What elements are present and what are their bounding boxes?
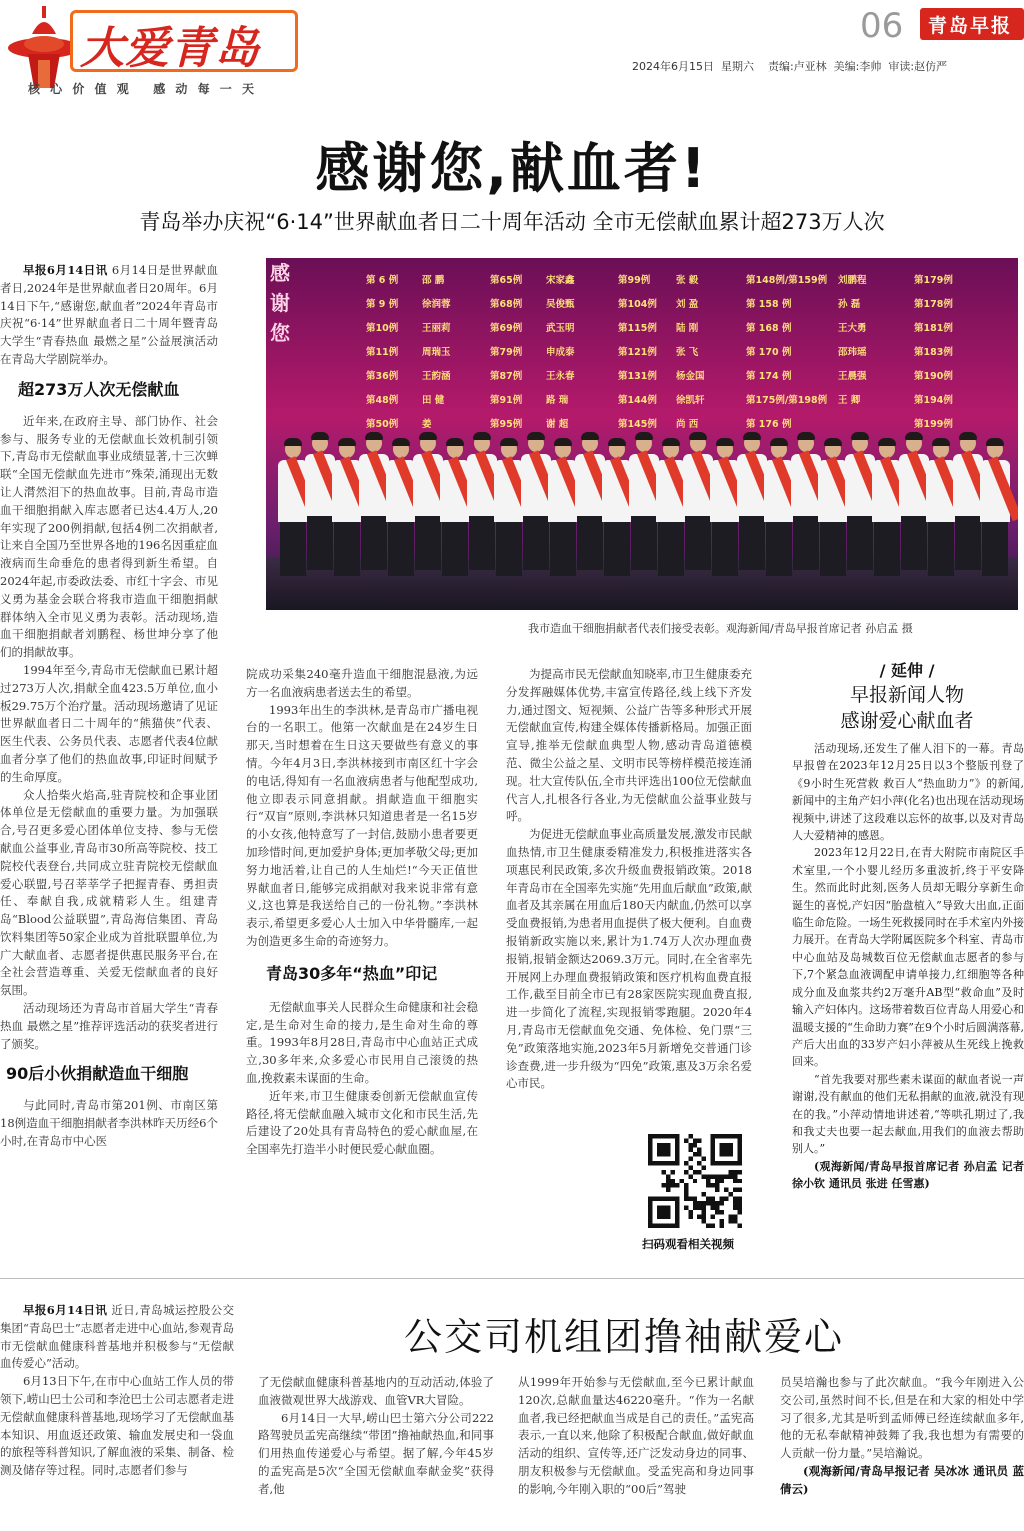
honor-board-cell: 第95例 — [490, 419, 523, 430]
news-photo — [266, 258, 1018, 610]
honor-board-cell: 第10例 — [366, 323, 399, 334]
honoree-figure — [359, 432, 389, 570]
honor-board-cell: 申成泰 — [546, 347, 575, 358]
article-column-1 — [0, 262, 218, 1262]
honor-board-cell: 路 瑞 — [546, 395, 569, 406]
honoree-figure — [386, 438, 416, 576]
paragraph: 与此同时,青岛市第201例、市南区第18例造血干细胞捐献者李洪林昨天历经6个小时,在青岛市中心医 — [0, 1098, 218, 1149]
honoree-figure — [683, 432, 713, 570]
honor-board-cell: 王韵涵 — [422, 371, 451, 382]
paragraph: 为促进无偿献血事业高质量发展,激发市民献血热情,市卫生健康委精准发力,积极推进落实各项惠民利民政策,多次升级血费报销政策。2018年青岛市在全国率先实施“先用血后献血”政策,献血者及其亲属在用血后180天内献血,仍然可以享受血费报销,为患者用血提供了极大便利。自血费报销新政实施以来,累计为1.74万人次办理血费报销,报销金额达2069.3万元。同时,在全省率先开展网上办理血费报销政策和医疗机构血费直报工作,截至目前全市已有28家医院实现血费直报,进一步简化了流程,实现报销零跑腿。2020年4月,青岛市无偿献血免交通、免体检、免门票“三免”政策落地实施,2023年5月新增免交普通门诊诊查费,进一步升级为“四免”政策,惠及3万余名爱心市民。 — [506, 827, 752, 1091]
honoree-figure — [737, 432, 767, 570]
honoree-figure — [494, 438, 524, 576]
paragraph: 活动现场,还发生了催人泪下的一幕。青岛早报曾在2023年12月25日以3个整版刊登了《9小时生死营救 救百人“热血助力”》的新闻,新闻中的主角产妇小萍(化名)也出现在活动现场视频中,讲述了这段难以忘怀的故事,以及对青岛人大爱精神的感恩。 — [792, 742, 1024, 843]
main-headline: 感谢您,献血者! — [315, 137, 709, 200]
paragraph: 6月14日是世界献血者日,2024年是世界献血者日20周年。6月14日下午,“感谢您,献血者”2024年青岛市庆祝“6·14”世界献血者日二十周年暨青岛大学生“青春热血 最燃之星”公益展演活动在青岛大学剧院举办。 — [0, 263, 218, 366]
honor-board-cell: 第121例 — [618, 347, 657, 358]
paragraph: 院成功采集240毫升造血干细胞混悬液,为远方一名血液病患者送去生的希望。 — [246, 667, 478, 699]
honor-board-cell: 第178例 — [914, 299, 953, 310]
honoree-figure — [440, 438, 470, 576]
honoree-figure — [764, 438, 794, 576]
honor-board-cell: 张 毅 — [676, 275, 699, 286]
honor-board-cell: 第190例 — [914, 371, 953, 382]
honor-board-cell: 第194例 — [914, 395, 953, 406]
photo-caption: 我市造血干细胞捐献者代表们接受表彰。观海新闻/青岛早报首席记者 孙启孟 摄 — [528, 622, 913, 635]
honor-board-cell: 第99例 — [618, 275, 651, 286]
column-logo-text: 大爱青岛 — [80, 23, 260, 74]
honoree-figure — [413, 432, 443, 570]
honor-board-cell: 第87例 — [490, 371, 523, 382]
honor-board-cell: 第79例 — [490, 347, 523, 358]
paper-logo-text: 青岛早报 — [928, 15, 1013, 37]
honoree-figure — [575, 432, 605, 570]
paragraph: 为提高市民无偿献血知晓率,市卫生健康委充分发挥融媒体优势,丰富宣传路径,线上线下齐发力,通过图文、短视频、公益广告等多种形式开展无偿献血宣传,构建全媒体传播新格局。加强正面宣导,推举无偿献血典型人物,感动青岛道德模范、微尘公益之星、文明市民等榜样模范接连涌现。壮大宣传队伍,全市共评选出100位无偿献血代言人,扎根各行各业,为无偿献血公益事业鼓与呼。 — [506, 667, 752, 824]
honoree-figure — [521, 432, 551, 570]
honoree-figure — [818, 438, 848, 576]
honor-board-cell: 第183例 — [914, 347, 953, 358]
honoree-figure — [305, 432, 335, 570]
honor-board-cell: 徐润蓉 — [422, 299, 451, 310]
dateline: 早报6月14日讯 — [23, 263, 108, 277]
honor-board-cell: 王丽莉 — [422, 323, 451, 334]
honor-board-cell: 杨金国 — [676, 371, 705, 382]
honor-board-cell: 第 170 例 — [746, 347, 792, 358]
paragraph: 6月14日一大早,崂山巴士第六分公司222路驾驶员孟宪高继续“带团”撸袖献热血,和同事们用热血传递爱心与希望。据了解,今年45岁的孟宪高是5次“全国无偿献血奉献金奖”获得者,他 — [258, 1410, 494, 1496]
section-divider — [0, 1278, 1024, 1279]
honor-board-cell: 第181例 — [914, 323, 953, 334]
honor-board-cell: 第65例 — [490, 275, 523, 286]
honor-board-cell: 第36例 — [366, 371, 399, 382]
dateline: 早报6月14日讯 — [23, 1303, 108, 1317]
honor-board-cell: 孙 磊 — [838, 299, 861, 310]
subheadline: 青岛举办庆祝“6·14”世界献血者日二十周年活动 全市无偿献血累计超273万人次 — [139, 210, 885, 234]
article-column-2 — [246, 666, 478, 1266]
honor-board-cell: 王永春 — [546, 371, 575, 382]
bottom-column-4 — [780, 1374, 1024, 1531]
page-header — [0, 0, 1024, 110]
honor-board-cell: 第148例/第159例 — [746, 275, 828, 286]
section-heading: 青岛30多年“热血”印记 — [266, 963, 438, 983]
article-column-3 — [506, 666, 752, 1126]
paragraph: 近日,青岛城运控股公交集团“青岛巴士”志愿者走进中心血站,参观青岛市无偿献血健康科普基地并积极参与“无偿献血传爱心”活动。 — [0, 1303, 234, 1371]
honoree-figure — [656, 438, 686, 576]
paragraph: 1994年至今,青岛市无偿献血已累计超过273万人次,捐献全血423.5万单位,血小板29.75万个治疗量。活动现场邀请了见证世界献血者日二十周年的“熊猫侠”代表、医生代表、公务员代表、志愿者代表4位献血者分享了他们的热血故事,印证时间赋予的生命厚度。 — [0, 662, 218, 784]
honor-board-cell: 第104例 — [618, 299, 657, 310]
honor-board-cell: 张 飞 — [676, 347, 699, 358]
honor-board-cell: 第199例 — [914, 419, 953, 430]
honoree-figure — [467, 432, 497, 570]
honoree-figure — [332, 438, 362, 576]
paragraph: 2023年12月22日,在青大附院市南院区手术室里,一个小婴儿经历多重波折,终于平安降生。然而此时此刻,医务人员却无暇分享新生命诞生的喜悦,产妇因“胎盘植入”导致大出血,正面临生命危险。一场生死救援同时在手术室内外接力展开。在青岛大学附属医院多个科室、青岛市中心血站及岛城数百位无偿献血志愿者的参与下,7个紧急血液调配申请单接力,红细胞等各种成分血及血浆共约2万毫升AB型“救命血”及时输入产妇体内。这场带着数百位青岛人用爱心和温暖支援的“生命助力赛”在9个小时后圆满落幕,产后大出血的33岁产妇小萍被从生死线上挽救回来。 — [792, 846, 1024, 1069]
honor-board-cell: 第179例 — [914, 275, 953, 286]
paragraph: 众人拾柴火焰高,驻青院校和企事业团体单位是无偿献血的重要力量。为加强联合,号召更多爱心团体单位支持、参与无偿献血公益事业,青岛市30所高等院校、技工院校代表登台,共同成立驻青院校无偿献血爱心联盟,号召莘莘学子把握青春、勇担责任、奉献自我,成就精彩人生。组建青岛“Blood公益联盟”,青岛海信集团、青岛饮料集团等50家企业成为首批联盟单位,为广大献血者、志愿者提供惠民服务平台,在全社会营造尊重、关爱无偿献血者的良好氛围。 — [0, 787, 218, 998]
honor-board-cell: 尚 西 — [676, 419, 699, 430]
qr-code-icon[interactable] — [648, 1134, 742, 1228]
honor-board-cell: 周瑞玉 — [422, 347, 451, 358]
honoree-figure — [845, 432, 875, 570]
honoree-figure — [926, 438, 956, 576]
honor-board-cell: 邵 鹏 — [422, 275, 445, 286]
honor-board-cell: 第115例 — [618, 323, 657, 334]
honor-board-cell: 王大勇 — [838, 323, 867, 334]
honor-board-cell: 第 174 例 — [746, 371, 792, 382]
honor-board-cell: 第 6 例 — [366, 275, 399, 286]
bottom-column-3 — [518, 1374, 754, 1531]
paragraph: 了无偿献血健康科普基地内的互动活动,体验了血液微观世界大战游戏、血管VR大冒险。 — [258, 1375, 494, 1407]
honor-board-cell: 第 158 例 — [746, 299, 792, 310]
section-heading: 90后小伙捐献造血干细胞 — [6, 1064, 189, 1084]
byline: (观海新闻/青岛早报记者 吴冰冰 通讯员 蓝倩云) — [780, 1463, 1024, 1496]
honor-board-cell: 刘 盈 — [676, 299, 699, 310]
honor-board-cell: 吴俊甄 — [546, 299, 575, 310]
sidebar-tag: / 延伸 / — [879, 661, 935, 680]
byline: (观海新闻/青岛早报首席记者 孙启孟 记者 徐小钦 通讯员 张进 任雪惠) — [792, 1159, 1024, 1191]
photo-side-text: 感谢您 — [270, 261, 290, 345]
honoree-figure — [980, 438, 1010, 576]
paragraph: 从1999年开始参与无偿献血,至今已累计献血120次,总献血量达46220毫升。“作为一名献血者,我已经把献血当成是自己的责任。”孟宪高表示,一直以来,他除了积极配合献血,做好献血活动的组织、宣传等,还广泛发动身边的同事、朋友积极参与无偿献血。受孟宪高和身边同事的影响,今年刚入职的“00后”驾驶 — [518, 1375, 754, 1496]
honor-board-cell: 第175例/第198例 — [746, 395, 828, 406]
bottom-column-2 — [258, 1374, 494, 1531]
paragraph: 6月13日下午,在市中心血站工作人员的带领下,崂山巴士公司和李沧巴士公司志愿者走进无偿献血健康科普基地,现场学习了无偿献血基本知识、用血返还政策、输血发展史和一袋血的旅程等科普知识,了解血液的采集、制备、检测及储存等过程。同时,志愿者们参与 — [0, 1374, 234, 1478]
honor-board-cell: 第 9 例 — [366, 299, 399, 310]
honoree-figure — [872, 438, 902, 576]
honoree-figure — [629, 432, 659, 570]
honor-board-cell: 宋家鑫 — [546, 275, 575, 286]
honor-board-cell: 徐凯轩 — [676, 395, 705, 406]
qr-caption: 扫码观看相关视频 — [642, 1237, 734, 1251]
honor-board-cell: 谢 超 — [546, 419, 569, 430]
sidebar-title-2: 感谢爱心献血者 — [840, 710, 974, 732]
paragraph: “首先我要对那些素未谋面的献血者说一声谢谢,没有献血的他们无私捐献的血液,就没有现在的我。”小萍动情地讲述着,“等哄孔期过了,我和我丈夫也要一起去献血,用我们的血液去帮助别人。” — [792, 1072, 1024, 1156]
paragraph: 活动现场还为青岛市首届大学生“青春热血 最燃之星”推荐评选活动的获奖者进行了颁奖。 — [0, 1001, 218, 1051]
honor-board-cell: 陆 刚 — [676, 323, 699, 334]
honor-board-cell: 第48例 — [366, 395, 399, 406]
bottom-column-1 — [0, 1302, 234, 1531]
meta-line: 2024年6月15日 星期六 责编:卢亚林 美编:李帅 审读:赵仿严 — [632, 60, 948, 73]
honor-board-cell: 第91例 — [490, 395, 523, 406]
honor-board-cell: 第 168 例 — [746, 323, 792, 334]
honor-board-cell: 第131例 — [618, 371, 657, 382]
honor-board-cell: 王 卿 — [838, 395, 861, 406]
bottom-headline: 公交司机组团撸袖献爱心 — [404, 1315, 845, 1359]
honor-board-cell: 王晨强 — [838, 371, 867, 382]
paragraph: 1993年出生的李洪林,是青岛市广播电视台的一名职工。他第一次献血是在24岁生日那天,当时想着在生日这天要做些有意义的事情。今年4月3日,李洪林接到市南区红十字会的电话,得知有一名血液病患者与他配型成功,他立即表示同意捐献。捐献造血干细胞实行“双盲”原则,李洪林只知道患者是一名15岁的小女孩,他特意写了一封信,鼓励小患者要更加珍惜时间,更加爱护身体;更加孝敬父母;更加努力地活着,让自己的人生灿烂!“今天正值世界献血者日,能够完成捐献对我来说非常有意义,这也算是我送给自己的一份礼物。”李洪林表示,希望更多爱心人士加入中华骨髓库,一起为创造更多生命的奇迹努力。 — [246, 702, 478, 948]
honor-board-cell: 第144例 — [618, 395, 657, 406]
honor-board-cell: 邵玮瑶 — [838, 347, 867, 358]
sidebar-title-1: 早报新闻人物 — [849, 684, 964, 706]
honoree-figure — [899, 432, 929, 570]
honoree-figure — [791, 432, 821, 570]
section-heading: 超273万人次无偿献血 — [18, 379, 180, 399]
honor-board-cell: 第 176 例 — [746, 419, 792, 430]
paragraph: 员吴培瀚也参与了此次献血。“我今年刚进入公交公司,虽然时间不长,但是在和大家的相处中学习了很多,尤其是听到孟师傅已经连续献血多年,他的无私奉献精神鼓舞了我,我也想为有需要的人贡献一份力量。”吴培瀚说。 — [780, 1375, 1024, 1461]
slogan: 核 心 价 值 观 感 动 每 一 天 — [28, 82, 257, 96]
article-column-4 — [792, 740, 1024, 1260]
paragraph: 无偿献血事关人民群众生命健康和社会稳定,是生命对生命的接力,是生命对生命的尊重。1993年8月28日,青岛市中心血站正式成立,30多年来,众多爱心市民用自己滚烫的热血,挽救素未谋面的生命。 — [246, 999, 478, 1085]
stage-crowd — [266, 426, 1018, 576]
honor-board-cell: 第50例 — [366, 419, 399, 430]
honor-board-cell: 武玉明 — [546, 323, 575, 334]
honor-board-cell: 第68例 — [490, 299, 523, 310]
honor-board-cell: 田 健 — [422, 395, 445, 406]
honor-board-cell: 第11例 — [366, 347, 399, 358]
honoree-figure — [710, 438, 740, 576]
honoree-figure — [602, 438, 632, 576]
paragraph: 近年来,市卫生健康委创新无偿献血宣传路径,将无偿献血融入城市文化和市民生活,先后建设了20处具有青岛特色的爱心献血屋,在全国率先打造半小时便民爱心献血圈。 — [246, 1088, 478, 1157]
page-number: 06 — [860, 6, 904, 46]
honoree-figure — [278, 438, 308, 576]
honor-board-cell: 姜 — [422, 419, 432, 430]
honor-board-cell: 第69例 — [490, 323, 523, 334]
honor-board-cell: 第145例 — [618, 419, 657, 430]
honoree-figure — [953, 432, 983, 570]
honoree-figure — [548, 438, 578, 576]
honor-board-cell: 刘鹏程 — [838, 275, 867, 286]
paragraph: 近年来,在政府主导、部门协作、社会参与、服务专业的无偿献血长效机制引领下,青岛市无偿献血事业成绩显著,十三次蝉联“全国无偿献血先进市”殊荣,涌现出无数让人潸然泪下的热血故事。目前,青岛市造血干细胞捐献入库志愿者已达4.4万人,20年实现了200例捐献,包括4例二次捐献者,让来自全国乃至世界各地的196名因重症血液病而生命垂危的患者得到新生希望。自2024年起,市委政法委、市红十字会、市见义勇为基金会联合将我市造血干细胞捐献群体纳入全市见义勇为表彰。活动现场,造血干细胞捐献者刘鹏程、杨世坤分享了他们的捐献故事。 — [0, 413, 218, 660]
